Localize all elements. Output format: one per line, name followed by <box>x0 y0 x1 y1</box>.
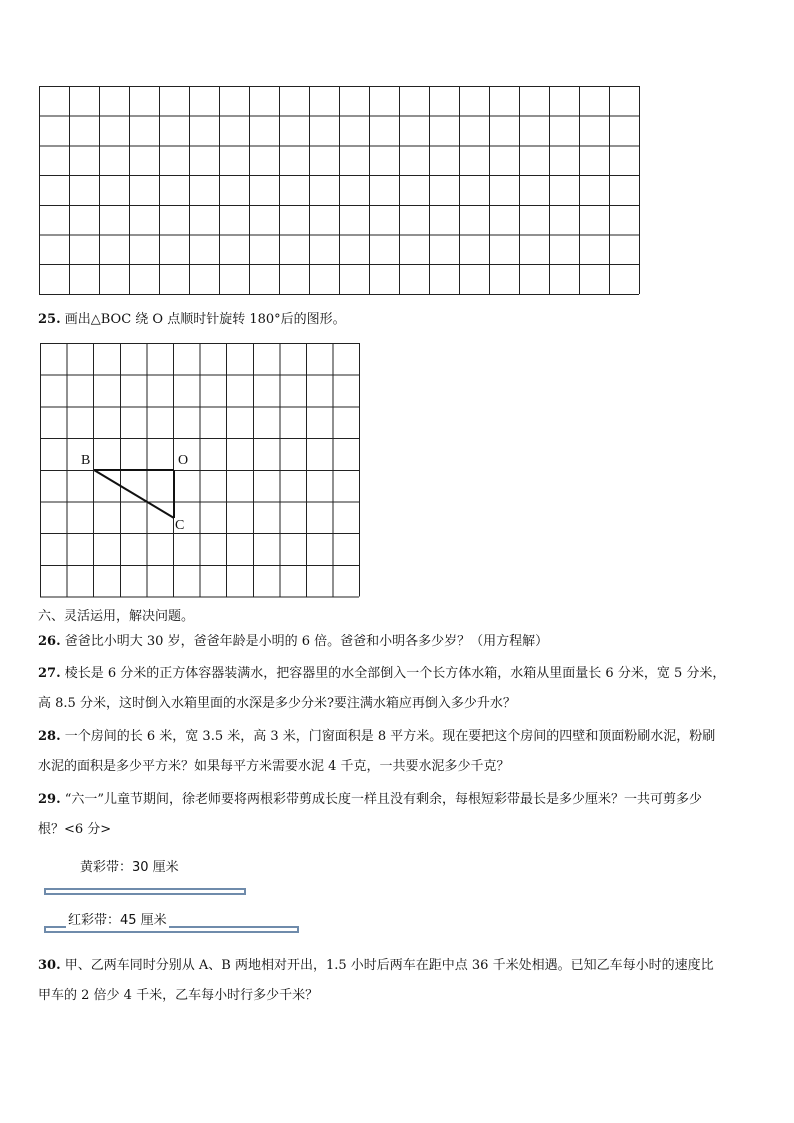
question-25 <box>38 312 346 328</box>
question-number: 27. <box>38 666 61 681</box>
question-text-line1: 棱长是 6 分米的正方体容器装满水，把容器里的水全部倒入一个长方体水箱，水箱从里面量长 6 分米，宽 5 分米， <box>64 666 726 681</box>
question-text-line1: “六一”儿童节期间，徐老师要将两根彩带剪成长度一样且没有剩余，每根短彩带最长是多少厘米？一共可剪多少 <box>64 792 703 807</box>
triangle-boc <box>94 470 174 518</box>
question-number: 25. <box>38 312 61 327</box>
question-text-line1: 甲、乙两车同时分别从 A、B 两地相对开出，1.5 小时后两车在距中点 36 千米处相遇。已知乙车每小时的速度比 <box>64 958 714 973</box>
question-28-line2: 水泥的面积是多少平方米？如果每平方米需要水泥 4 千克，一共要水泥多少千克？ <box>38 759 510 774</box>
question-29-line2: 根？<6 分> <box>38 822 112 837</box>
top-grid <box>0 0 794 300</box>
question-28 <box>38 729 715 745</box>
question-number: 26. <box>38 634 61 649</box>
question-text: 爸爸比小明大 30 岁，爸爸年龄是小明的 6 倍。爸爸和小明各多少岁？（用方程解） <box>64 634 549 649</box>
point-c-label: C <box>175 518 185 533</box>
yellow-ribbon-label: 黄彩带：30 厘米 <box>80 860 179 875</box>
yellow-ribbon-bar <box>44 888 246 895</box>
question-30-line2: 甲车的 2 倍少 4 千米，乙车每小时行多少千米？ <box>38 988 319 1003</box>
question-27-line2: 高 8.5 分米，这时倒入水箱里面的水深是多少分米?要注满水箱应再倒入多少升水？ <box>38 696 516 711</box>
question-number: 30. <box>38 958 61 973</box>
point-b-label: B <box>81 453 91 468</box>
section-6-title: 六、灵活运用，解决问题。 <box>38 609 195 624</box>
question-number: 29. <box>38 792 61 807</box>
question-30 <box>38 958 714 974</box>
point-o-label: O <box>178 453 189 468</box>
question-text: 画出△BOC 绕 O 点顺时针旋转 180°后的图形。 <box>64 312 346 327</box>
segment-bc <box>94 470 174 518</box>
question-27 <box>38 666 725 682</box>
question-26 <box>38 634 548 650</box>
question-number: 28. <box>38 729 61 744</box>
red-ribbon-label: 红彩带：45 厘米 <box>66 909 169 928</box>
question-text-line1: 一个房间的长 6 米，宽 3.5 米，高 3 米，门窗面积是 8 平方米。现在要把这个房间的四壁和顶面粉刷水泥，粉刷 <box>64 729 716 744</box>
rotation-grid <box>0 330 400 610</box>
question-29 <box>38 792 702 808</box>
